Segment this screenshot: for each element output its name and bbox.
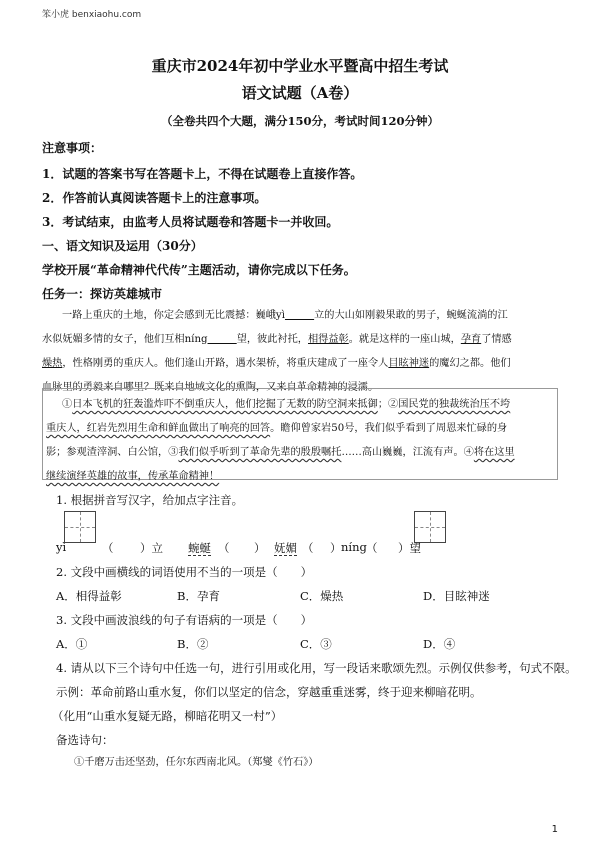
question-4: 4. 请从以下三个诗句中任选一句，进行引用或化用，写一段话来歌颂先烈。示例仅供参考，句式不限。 <box>56 661 577 675</box>
answer-paren: ） <box>330 541 342 555</box>
passage-line: 一路上重庆的土地，你定会感到无比震撼：巍峨yì 立的大山如刚毅果敢的男子，蜿蜒流淌的江 <box>62 310 508 321</box>
answer-paren: （ <box>218 541 230 555</box>
question-3: 3. 文段中画波浪线的句子有语病的一项是（ ） <box>56 613 313 627</box>
word-wanyan: 蜿蜒 <box>188 541 211 555</box>
option[interactable]: D．④ <box>423 637 456 651</box>
word-wumei: 妩媚 <box>274 541 297 555</box>
option[interactable]: A．相得益彰 <box>56 589 122 603</box>
blank <box>285 310 314 321</box>
writing-grid[interactable] <box>414 511 446 543</box>
answer-paren: （ <box>102 541 114 555</box>
notice-item: 1．试题的答案书写在答题卡上，不得在试题卷上直接作答。 <box>42 167 363 181</box>
passage-line: 水似妩媚多情的女子，他们互相níng 望，彼此衬托，相得益彰。就是这样的一座山城，孕育了情感 <box>42 334 512 345</box>
page-number: 1 <box>551 824 558 835</box>
box-line: 继续演绎英雄的故事，传承革命精神！ <box>46 471 220 482</box>
option[interactable]: C．燥热 <box>300 589 344 603</box>
pinyin-ning: níng <box>341 540 367 554</box>
exam-title: 重庆市2024年初中学业水平暨高中招生考试 <box>151 57 449 75</box>
answer-paren: （ <box>366 541 378 555</box>
option[interactable]: B．② <box>177 637 209 651</box>
option[interactable]: C．③ <box>300 637 332 651</box>
exam-info: （全卷共四个大题，满分150分，考试时间120分钟） <box>160 114 439 128</box>
option[interactable]: A．① <box>56 637 88 651</box>
answer-paren: （ <box>302 541 314 555</box>
candidates-label: 备选诗句： <box>56 733 114 747</box>
answer-paren: ） <box>254 541 266 555</box>
watermark: 笨小虎 benxiaohu.com <box>42 10 142 20</box>
task-heading: 任务一：探访英雄城市 <box>42 287 163 301</box>
pinyin-yi: yì <box>56 540 67 554</box>
option[interactable]: B．孕育 <box>177 589 220 603</box>
poem-line: ①千磨万击还坚劲，任尔东西南北风。（郑燮《竹石》） <box>74 757 319 768</box>
passage-line: 血脉里的勇毅来自哪里？既来自地域文化的熏陶，又来自革命精神的浸濡。 <box>42 382 379 393</box>
box-line: ①日本飞机的狂轰滥炸吓不倒重庆人，他们挖掘了无数的防空洞来抵御；②国民党的独裁统治压不垮 <box>62 399 511 410</box>
passage-line: 燥热，性格刚勇的重庆人。他们逢山开路，遇水架桥，将重庆建成了一座令人目眩神迷的魔幻之都。他们 <box>42 358 511 369</box>
notice-heading: 注意事项： <box>42 141 103 155</box>
section-heading: 一、语文知识及运用（30分） <box>42 239 203 253</box>
question-1: 1. 根据拼音写汉字，给加点字注音。 <box>56 493 244 507</box>
example-note: （化用“山重水复疑无路，柳暗花明又一村”） <box>52 709 283 723</box>
answer-paren: ）望 <box>398 541 421 555</box>
notice-item: 2．作答前认真阅读答题卡上的注意事项。 <box>42 191 267 205</box>
blank <box>208 334 237 345</box>
notice-item: 3．考试结束，由监考人员将试题卷和答题卡一并收回。 <box>42 215 339 229</box>
question-2: 2. 文段中画横线的词语使用不当的一项是（ ） <box>56 565 313 579</box>
example-text: 示例：革命前路山重水复，你们以坚定的信念，穿越重重迷雾，终于迎来柳暗花明。 <box>56 685 482 699</box>
box-line: 重庆人，红岩先烈用生命和鲜血做出了响亮的回答。瞻仰曾家岩50号，我们似乎看到了周恩来忙碌的身 <box>46 423 508 434</box>
box-line: 影；参观渣滓洞、白公馆，③我们似乎听到了革命先辈的殷殷嘱托……高山巍巍，江流有声。④将在这里 <box>46 447 515 458</box>
activity-intro: 学校开展“革命精神代代传”主题活动，请你完成以下任务。 <box>42 263 356 277</box>
exam-subject-title: 语文试题（A卷） <box>241 84 359 102</box>
option[interactable]: D．目眩神迷 <box>423 589 490 603</box>
answer-paren: ）立 <box>140 541 163 555</box>
writing-grid[interactable] <box>64 511 96 543</box>
